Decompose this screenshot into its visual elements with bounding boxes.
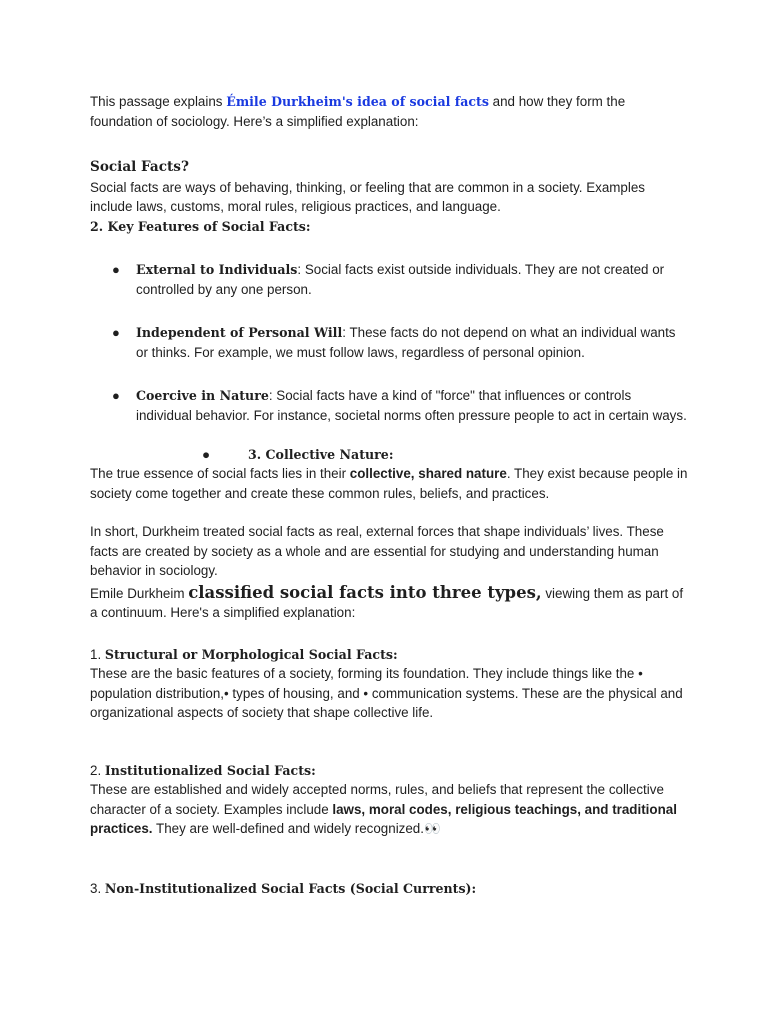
feature-text: : These facts do not depend on what an individual wants or thinks. For example, we must follow laws, regardless of personal opinion. — [136, 325, 676, 360]
list-item — [90, 386, 690, 425]
social-facts-heading: Social Facts? — [90, 159, 189, 175]
bullet-icon: ● — [202, 447, 211, 462]
feature-title: Coercive in Nature — [136, 388, 269, 403]
type-2-title: Institutionalized Social Facts: — [104, 762, 316, 778]
collective-prefix: The true essence of social facts lies in their — [90, 466, 350, 481]
intro-suffix: and how they form the foundation of sociology. Here’s a simplified explanation: — [90, 94, 626, 129]
list-item — [90, 260, 690, 299]
type-1-body: These are the basic features of a society, forming its foundation. They include things like the • population distribution,• types of housing, and • communication systems. These are the physical and organizational aspects of society that shape collective life. — [90, 666, 683, 720]
feature-title: External to Individuals — [136, 262, 298, 277]
collective-bold: collective, shared nature — [349, 466, 507, 481]
type-3-heading — [90, 879, 690, 899]
classified-suffix: viewing them as part of a continuum. Here's a simplified explanation: — [90, 585, 684, 620]
feature-title: Independent of Personal Will — [136, 325, 343, 340]
type-1-heading — [90, 645, 690, 665]
type-3-number: 3. — [90, 880, 105, 896]
feature-text: : Social facts have a kind of "force" that influences or controls individual behavior. For instance, societal norms often pressure people to act in certain ways. — [136, 388, 687, 423]
key-features-heading: 2. Key Features of Social Facts: — [90, 218, 311, 234]
durkheim-link[interactable]: Émile Durkheim's idea of social facts — [226, 94, 489, 109]
type-2-body-bold: laws, moral codes, religious teachings, and traditional practices. — [90, 801, 677, 836]
feature-text: : Social facts exist outside individuals. They are not created or controlled by any one person. — [136, 262, 665, 297]
classified-prefix: Emile Durkheim — [90, 585, 189, 601]
document-page — [90, 92, 690, 898]
type-2-number: 2. — [90, 762, 105, 778]
classified-emphasis: classified social facts into three types, — [188, 582, 542, 602]
collective-heading-row — [90, 445, 690, 464]
social-facts-body: Social facts are ways of behaving, thinking, or feeling that are common in a society. Examples include laws, customs, moral rules, religious practices, and language. — [90, 179, 645, 214]
summary-paragraph: In short, Durkheim treated social facts as real, external forces that shape individuals’ lives. These facts are created by society as a whole and are essential for studying and understanding human behavior in sociology. — [90, 524, 664, 578]
collective-body — [90, 464, 690, 503]
type-2-heading — [90, 761, 690, 781]
intro-prefix: This passage explains — [90, 94, 227, 109]
bullet-icon: ● — [112, 325, 120, 340]
key-features-list — [90, 260, 690, 425]
type-1-title: Structural or Morphological Social Facts: — [104, 646, 398, 662]
collective-heading: 3. Collective Nature: — [248, 447, 394, 462]
bullet-icon: ● — [112, 388, 120, 403]
classified-paragraph — [90, 583, 690, 623]
type-1-number: 1. — [90, 646, 105, 662]
collective-suffix: . They exist because people in society come together and create these common rules, beliefs, and practices. — [90, 466, 688, 501]
list-item — [90, 323, 690, 362]
type-2-body-suffix: They are well-defined and widely recognized.👀 — [152, 821, 441, 836]
type-3-title: Non-Institutionalized Social Facts (Social Currents): — [104, 880, 477, 896]
intro-paragraph — [90, 92, 690, 131]
type-2-body-prefix: These are established and widely accepted norms, rules, and beliefs that represent the collective character of a society. Examples include — [90, 782, 664, 817]
bullet-icon: ● — [112, 262, 120, 277]
type-2-body — [90, 780, 690, 839]
